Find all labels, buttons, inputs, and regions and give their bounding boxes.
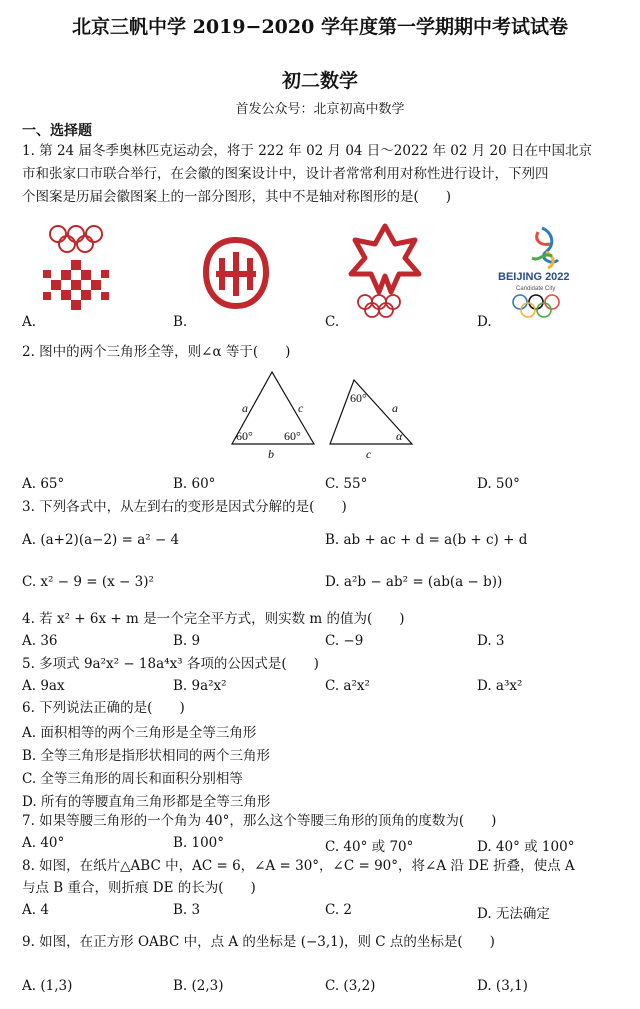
q2-option-d: D. 50°: [477, 476, 520, 492]
q1-option-a: A.: [22, 314, 37, 330]
exam-title: 北京三帆中学 2019−2020 学年度第一学期期中考试试卷: [72, 16, 568, 38]
tri1-angle-left: 60°: [236, 429, 253, 443]
tri2-angle-top: 60°: [350, 391, 367, 405]
q2-option-c: C. 55°: [325, 476, 368, 492]
q1-option-b: B.: [173, 314, 188, 330]
q9-stem: 9. 如图，在正方形 OABC 中，点 A 的坐标是 (−3,1)，则 C 点的坐标是( ): [22, 934, 495, 950]
q8-option-b: B. 3: [173, 902, 201, 918]
q8-line1: 8. 如图，在纸片△ABC 中，AC = 6，∠A = 30°，∠C = 90°，将∠A 沿 DE 折叠，使点 A: [22, 858, 575, 874]
q3-option-d: D. a²b − ab² = (ab(a − b)): [325, 574, 503, 590]
q5-option-d: D. a³x²: [477, 678, 523, 694]
q5-option-a: A. 9ax: [22, 678, 65, 694]
tri1-label-a: a: [242, 401, 248, 415]
q7-option-a: A. 40°: [22, 835, 65, 851]
exam-subject: 初二数学: [281, 70, 358, 92]
q7-option-b: B. 100°: [173, 835, 225, 851]
q4-option-b: B. 9: [173, 633, 201, 649]
logo-d-text: BEIJING 2022: [498, 271, 570, 283]
q9-option-c: C. (3,2): [325, 978, 376, 994]
q4-option-a: A. 36: [22, 633, 58, 649]
q1-option-d: D.: [477, 314, 492, 330]
q6-option-a: A. 面积相等的两个三角形是全等三角形: [22, 725, 257, 741]
section-heading: 一、选择题: [22, 123, 92, 139]
q3-option-c: C. x² − 9 = (x − 3)²: [22, 574, 154, 590]
q2-option-b: B. 60°: [173, 476, 216, 492]
q1-line2: 市和张家口市联合举行，在会徽的图案设计中，设计者常常利用对称性进行设计，下列四: [22, 166, 549, 182]
q6-option-c: C. 全等三角形的周长和面积分别相等: [22, 771, 243, 787]
q5-stem: 5. 多项式 9a²x² − 18a⁴x³ 各项的公因式是( ): [22, 656, 319, 672]
tri2-label-alpha: α: [396, 429, 403, 443]
q8-option-a: A. 4: [22, 902, 49, 918]
tri1-label-b: b: [268, 447, 274, 461]
logo-b-image: [196, 232, 276, 317]
q5-option-b: B. 9a²x²: [173, 678, 227, 694]
q1-option-c: C.: [325, 314, 340, 330]
q6-option-b: B. 全等三角形是指形状相同的两个三角形: [22, 748, 271, 764]
q8-line2: 与点 B 重合，则折痕 DE 的长为( ): [22, 880, 256, 896]
q3-option-a: A. (a+2)(a−2) = a² − 4: [22, 532, 180, 548]
q8-option-d: D. 无法确定: [477, 906, 550, 922]
q3-option-b: B. ab + ac + d = a(b + c) + d: [325, 532, 528, 548]
logo-a-image: [40, 222, 130, 322]
q7-stem: 7. 如果等腰三角形的一个角为 40°，那么这个等腰三角形的顶角的度数为( ): [22, 813, 497, 829]
q9-option-a: A. (1,3): [22, 978, 73, 994]
q2-stem: 2. 图中的两个三角形全等，则∠α 等于( ): [22, 344, 291, 360]
q1-line3: 个图案是历届会徽图案上的一部分图形，其中不是轴对称图形的是( ): [22, 189, 452, 205]
q3-stem: 3. 下列各式中，从左到右的变形是因式分解的是( ): [22, 499, 347, 515]
tri2-label-c: c: [366, 447, 372, 461]
q2-triangles-figure: [222, 366, 422, 462]
logo-c-image: [345, 220, 425, 320]
q6-option-d: D. 所有的等腰直角三角形都是全等三角形: [22, 794, 271, 810]
q6-stem: 6. 下列说法正确的是( ): [22, 700, 185, 716]
q9-option-b: B. (2,3): [173, 978, 224, 994]
q4-stem: 4. 若 x² + 6x + m 是一个完全平方式，则实数 m 的值为( ): [22, 611, 405, 627]
q1-line1: 1. 第 24 届冬季奥林匹克运动会，将于 222 年 02 月 04 日～2022 年 02 月 20 日在中国北京: [22, 143, 592, 159]
logo-d-subtext: Candidate City: [516, 286, 556, 292]
q5-option-c: C. a²x²: [325, 678, 370, 694]
q8-option-c: C. 2: [325, 902, 353, 918]
q7-option-c: C. 40° 或 70°: [325, 839, 414, 855]
tri2-label-a: a: [392, 401, 398, 415]
source-note: 首发公众号：北京初高中数学: [235, 102, 405, 117]
q4-option-d: D. 3: [477, 633, 505, 649]
q9-option-d: D. (3,1): [477, 978, 528, 994]
tri1-label-c: c: [298, 401, 304, 415]
q7-option-d: D. 40° 或 100°: [477, 839, 575, 855]
logo-d-image: [494, 222, 604, 322]
q4-option-c: C. −9: [325, 633, 364, 649]
q2-option-a: A. 65°: [22, 476, 65, 492]
tri1-angle-right: 60°: [284, 429, 301, 443]
